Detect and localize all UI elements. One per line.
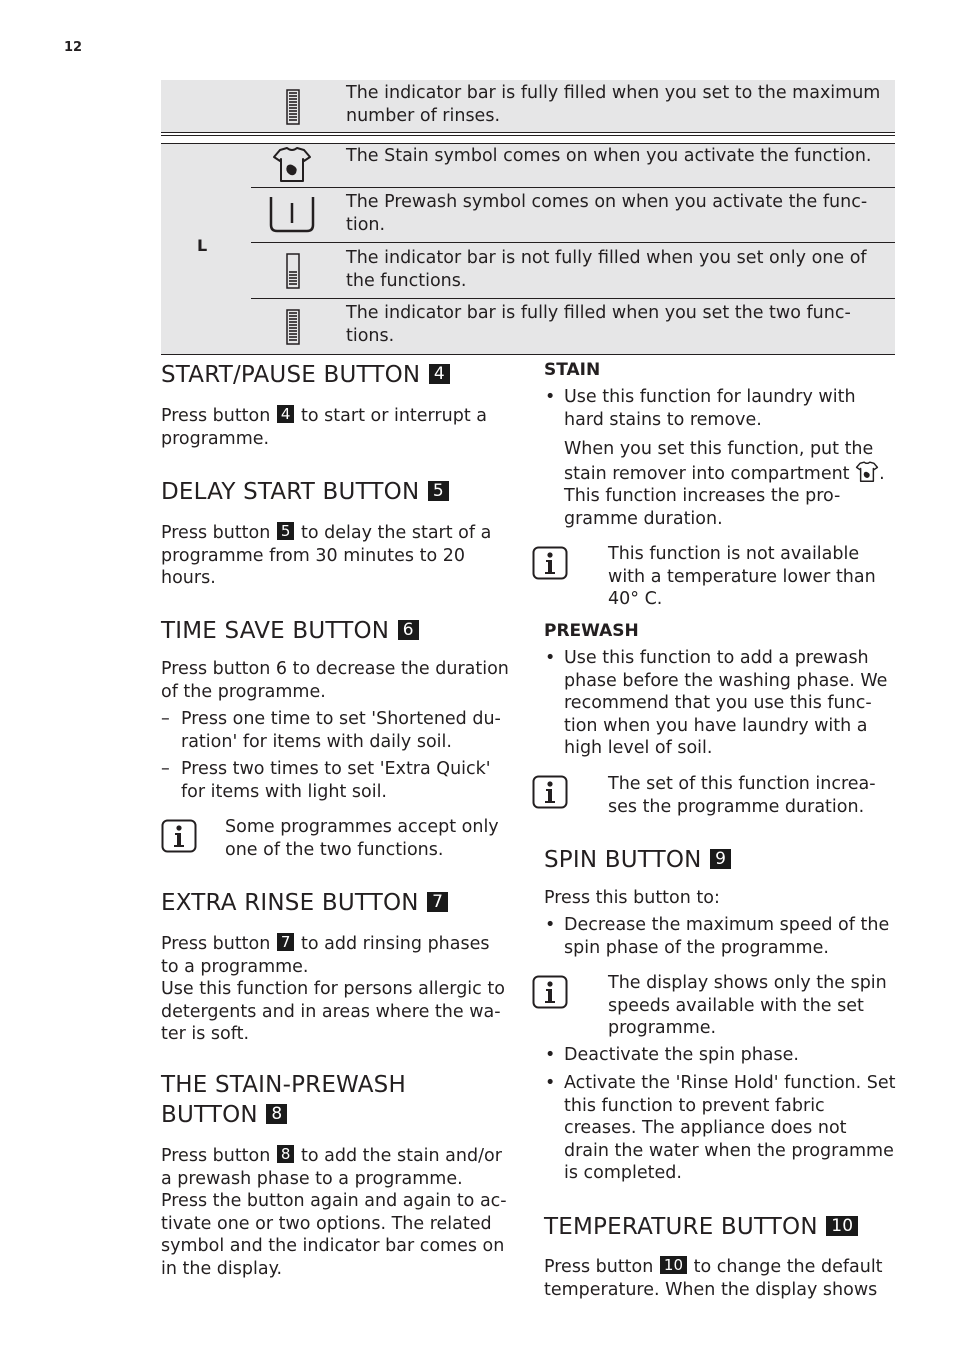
temperature-heading: TEMPERATURE BUTTON 10 — [544, 1212, 859, 1242]
bullet-marker: • — [545, 387, 556, 407]
table-cell-text: The Stain symbol comes on when you activate the function. — [346, 146, 872, 166]
bullet-marker: • — [545, 1073, 556, 1093]
info-note: The set of this function increa-ses the programme duration. — [608, 774, 876, 817]
bullet-marker: • — [545, 1045, 556, 1065]
info-note: The display shows only the spin speeds available with the set programme. — [608, 973, 887, 1039]
time-save-heading: TIME SAVE BUTTON 6 — [161, 616, 420, 646]
info-icon — [532, 975, 568, 1009]
table-cell-text: The indicator bar is not fully filled when you set only one of the functions. — [346, 248, 867, 291]
stain-shirt-icon — [855, 461, 879, 483]
prewash-tub-icon — [268, 195, 316, 235]
dash-marker: – — [161, 709, 170, 729]
info-icon — [161, 819, 197, 853]
stain-paragraph: When you set this function, put the stain remover into compartment . This function increases the pro-gramme duration. — [564, 439, 885, 529]
info-note: Some programmes accept only one of the two functions. — [225, 817, 499, 860]
dash-marker: – — [161, 759, 170, 779]
table-group-label: L — [197, 236, 208, 255]
extra-rinse-heading: EXTRA RINSE BUTTON 7 — [161, 888, 449, 918]
indicator-bar-full-icon — [284, 309, 302, 345]
stain-prewash-text: Press button 8 to add the stain and/or a prewash phase to a programme. Press the button again and again to ac-tivate one or two options. The related symbol and the indicator bar comes on in the display. — [161, 1145, 507, 1279]
bullet-marker: • — [545, 648, 556, 668]
table-cell-text: The indicator bar is fully filled when you set the two func-tions. — [346, 303, 851, 346]
info-note: This function is not available with a temperature lower than 40° C. — [608, 544, 876, 610]
bullet-marker: • — [545, 915, 556, 935]
delay-start-text: Press button 5 to delay the start of a programme from 30 minutes to 20 hours. — [161, 522, 492, 589]
indicator-bar-full-icon — [284, 89, 302, 125]
table-cell-text: The Prewash symbol comes on when you activate the func-tion. — [346, 192, 868, 235]
start-pause-heading: START/PAUSE BUTTON 4 — [161, 360, 451, 390]
delay-start-heading: DELAY START BUTTON 5 — [161, 477, 450, 507]
stain-shirt-icon — [272, 146, 312, 184]
list-item: Use this function to add a prewash phase before the washing phase. We recommend that you use this func-tion when you have laundry with a high level of soil. — [564, 648, 888, 759]
list-item: Decrease the maximum speed of the spin phase of the programme. — [564, 915, 890, 958]
list-item: Activate the 'Rinse Hold' function. Set this function to prevent fabric creases. The appliance does not drain the water when the programme is completed. — [564, 1073, 896, 1184]
extra-rinse-text: Press button 7 to add rinsing phases to a programme. Use this function for persons allergic to detergents and in areas where the wa-ter is soft. — [161, 933, 505, 1045]
list-item: Press two times to set 'Extra Quick' for items with light soil. — [181, 759, 491, 802]
table-cell-text: The indicator bar is fully filled when you set to the maximum number of rinses. — [346, 83, 881, 126]
spin-intro: Press this button to: — [544, 888, 720, 908]
info-icon — [532, 546, 568, 580]
list-item: Use this function for laundry with hard stains to remove. — [564, 387, 856, 430]
temperature-text: Press button 10 to change the default temperature. When the display shows — [544, 1256, 883, 1300]
spin-heading: SPIN BUTTON 9 — [544, 845, 732, 875]
info-icon — [532, 775, 568, 809]
time-save-text: Press button 6 to decrease the duration of the programme. — [161, 659, 509, 702]
list-item: Deactivate the spin phase. — [564, 1045, 799, 1065]
stain-subheading: STAIN — [544, 360, 601, 380]
prewash-subheading: PREWASH — [544, 621, 639, 641]
stain-prewash-heading: THE STAIN-PREWASH BUTTON 8 — [161, 1072, 406, 1128]
indicator-bar-partial-icon — [284, 253, 302, 289]
page-number: 12 — [64, 40, 83, 55]
list-item: Press one time to set 'Shortened du-ration' for items with daily soil. — [181, 709, 501, 752]
start-pause-text: Press button 4 to start or interrupt a programme. — [161, 405, 487, 449]
